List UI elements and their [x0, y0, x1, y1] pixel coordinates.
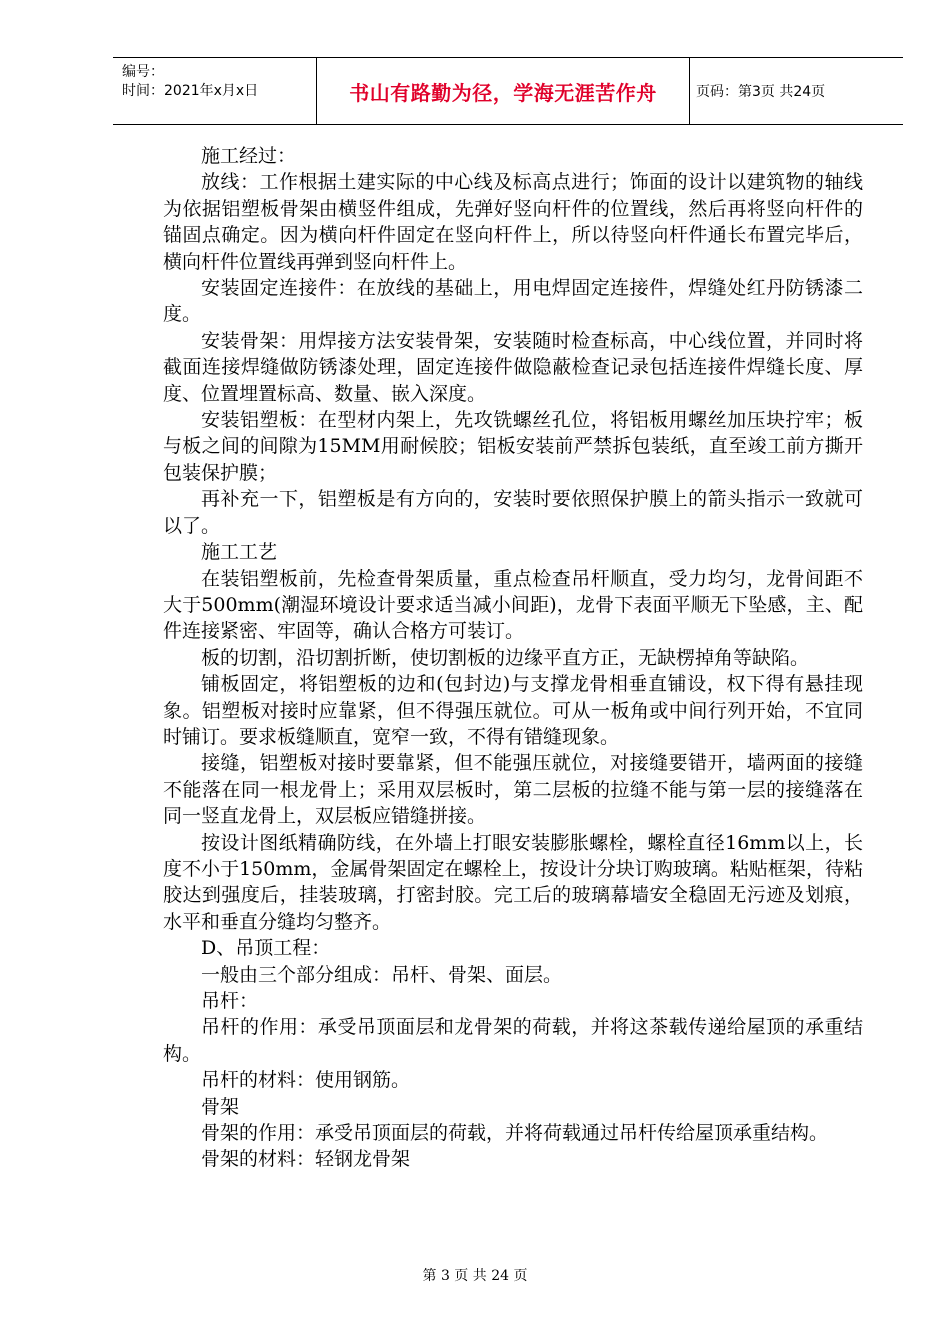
header-page-number: 页码：第3页 共24页: [696, 84, 826, 100]
paragraph: 按设计图纸精确防线，在外墙上打眼安装膨胀螺栓，螺栓直径16mm以上，长度不小于150mm，金属骨架固定在螺栓上，按设计分块订购玻璃。粘贴框架，待粘胶达到强度后，挂装玻璃，打密封胶。完工后的玻璃幕墙安全稳固无污迹及划痕，水平和垂直分缝均匀整齐。: [163, 831, 863, 933]
paragraph: 放线：工作根据土建实际的中心线及标高点进行；饰面的设计以建筑物的轴线为依据铝塑板骨架由横竖件组成，先弹好竖向杆件的位置线，然后再将竖向杆件的锚固点确定。因为横向杆件固定在竖向杆件上，所以待竖向杆件通长布置完毕后，横向杆件位置线再弹到竖向杆件上。: [163, 171, 863, 273]
page-header: [113, 57, 903, 125]
paragraph: 骨架的材料：轻钢龙骨架: [201, 1148, 411, 1171]
section-heading: 施工工艺: [201, 541, 278, 564]
paragraph: 一般由三个部分组成：吊杆、骨架、面层。: [201, 963, 563, 986]
document-date-label: 时间：2021年x月x日: [122, 83, 259, 99]
section-heading: D、吊顶工程：: [201, 937, 331, 960]
subsection-heading: 吊杆：: [201, 990, 259, 1012]
paragraph: 在装铝塑板前，先检查骨架质量，重点检查吊杆顺直，受力均匀，龙骨间距不大于500mm(潮湿环境设计要求适当减小间距)，龙骨下表面平顺无下坠感，主、配件连接紧密、牢固等，确认合格方可装订。: [163, 567, 863, 643]
paragraph: 安装骨架：用焊接方法安装骨架，安装随时检查标高，中心线位置，并同时将截面连接焊缝做防锈漆处理，固定连接件做隐蔽检查记录包括连接件焊缝长度、厚度、位置埋置标高、数量、嵌入深度。: [163, 329, 863, 405]
paragraph: 骨架的作用：承受吊顶面层的荷载，并将荷载通过吊杆传给屋顶承重结构。: [201, 1122, 829, 1145]
header-slogan: 书山有路勤为径，学海无涯苦作舟: [317, 58, 690, 124]
paragraph: 板的切割，沿切割折断，使切割板的边缘平直方正，无缺楞掉角等缺陷。: [201, 646, 810, 669]
subsection-heading: 骨架: [201, 1095, 240, 1118]
paragraph: 安装固定连接件：在放线的基础上，用电焊固定连接件，焊缝处红丹防锈漆二度。: [163, 277, 863, 326]
document-number-label: 编号：: [122, 64, 164, 80]
paragraph: 吊杆的材料：使用钢筋。: [201, 1069, 411, 1092]
page-footer: 第 3 页 共 24 页: [422, 1268, 528, 1284]
paragraph: 再补充一下，铝塑板是有方向的，安装时要依照保护膜上的箭头指示一致就可以了。: [163, 488, 863, 537]
paragraph: 接缝，铝塑板对接时要靠紧，但不能强压就位，对接缝要错开，墙两面的接缝不能落在同一根龙骨上；采用双层板时，第二层板的拉缝不能与第一层的接缝落在同一竖直龙骨上，双层板应错缝拼接。: [163, 752, 863, 828]
paragraph: 吊杆的作用：承受吊顶面层和龙骨架的荷载，并将这茶载传递给屋顶的承重结构。: [163, 1016, 863, 1065]
document-body: [163, 143, 863, 1173]
paragraph: 安装铝塑板：在型材内架上，先攻铣螺丝孔位，将铝板用螺丝加压块拧牢；板与板之间的间隙为15MM用耐候胶；铝板安装前严禁拆包装纸，直至竣工前方撕开包装保护膜；: [163, 409, 863, 484]
header-info-cell: [113, 58, 317, 124]
paragraph: 铺板固定，将铝塑板的边和(包封边)与支撑龙骨相垂直铺设，权下得有悬挂现象。铝塑板对接时应靠紧，但不得强压就位。可从一板角或中间行列开始，不宜同时铺订。要求板缝顺直，宽窄一致，不得有错缝现象。: [163, 673, 863, 748]
paragraph: 施工经过：: [201, 145, 297, 167]
